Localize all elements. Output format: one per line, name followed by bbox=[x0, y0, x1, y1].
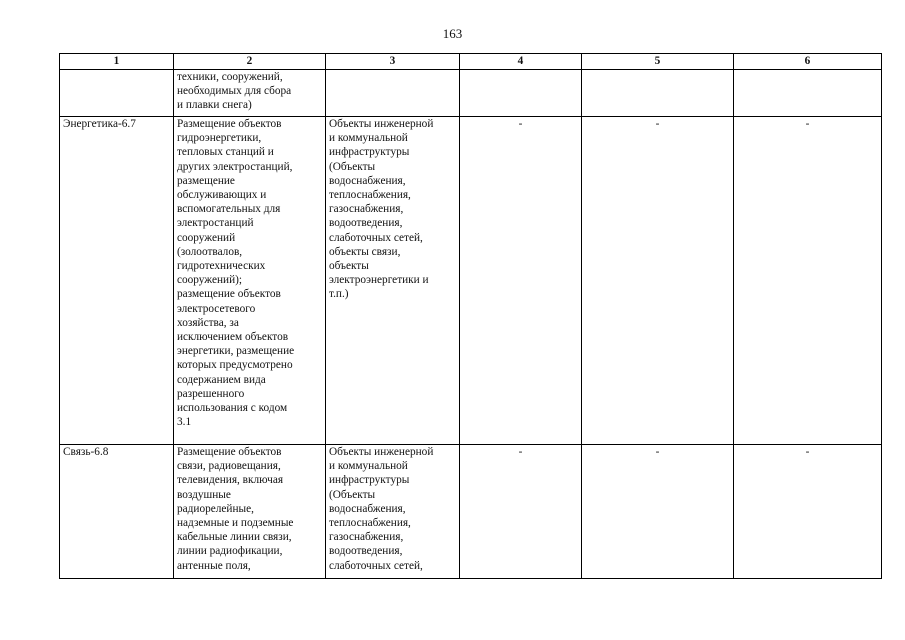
cell-text-line: и плавки снега) bbox=[177, 99, 252, 112]
header-cell: 2 bbox=[174, 54, 326, 70]
cell-text-line: Размещение объектов bbox=[177, 446, 282, 458]
cell-text-line: обслуживающих и bbox=[177, 189, 267, 202]
cell-text-line: использования с кодом bbox=[177, 402, 288, 415]
cell-col6: - bbox=[734, 117, 882, 445]
cell-category bbox=[60, 70, 174, 117]
cell-description bbox=[174, 117, 326, 445]
cell-text-line: размещение bbox=[177, 174, 235, 187]
cell-text-line: которых предусмотрено bbox=[177, 359, 293, 372]
cell-text-line: водоотведения, bbox=[329, 217, 403, 230]
cell-text-line: гидротехнических bbox=[177, 260, 266, 273]
cell-col5 bbox=[582, 70, 734, 117]
header-cell: 6 bbox=[734, 54, 882, 70]
page-number: 163 bbox=[442, 26, 463, 41]
cell-text-line: Размещение объектов bbox=[177, 118, 282, 130]
cell-text-line: водоснабжения, bbox=[329, 502, 406, 515]
cell-text-line: инфраструктуры bbox=[329, 146, 410, 159]
cell-text-line: и коммунальной bbox=[329, 460, 408, 473]
table-header-row bbox=[60, 54, 882, 70]
cell-text-line: телевидения, включая bbox=[177, 474, 284, 487]
cell-text-line: (золоотвалов, bbox=[177, 245, 243, 258]
cell-text-line: содержанием вида bbox=[177, 373, 266, 386]
cell-col5: - bbox=[582, 445, 734, 579]
cell-col6: - bbox=[734, 445, 882, 579]
cell-text-line: (Объекты bbox=[329, 160, 376, 173]
cell-col6 bbox=[734, 70, 882, 117]
cell-col5: - bbox=[582, 117, 734, 445]
cell-description bbox=[174, 70, 326, 117]
cell-text-line: Объекты инженерной bbox=[329, 446, 434, 458]
cell-text-line: слаботочных сетей, bbox=[329, 559, 423, 572]
cell-text-line: воздушные bbox=[177, 488, 231, 501]
table-row bbox=[60, 445, 882, 579]
table-row bbox=[60, 117, 882, 445]
cell-text-line: радиорелейные, bbox=[177, 502, 254, 515]
cell-text-line: энергетики, размещение bbox=[177, 345, 295, 358]
cell-text-line: антенные поля, bbox=[177, 559, 251, 572]
cell-text-line: исключением объектов bbox=[177, 331, 289, 344]
cell-text-line: вспомогательных для bbox=[177, 203, 281, 216]
cell-text-line: газоснабжения, bbox=[329, 531, 404, 544]
cell-text-line: электросетевого bbox=[177, 302, 256, 315]
cell-text-line: надземные и подземные bbox=[177, 517, 294, 530]
cell-text-line: и коммунальной bbox=[329, 132, 408, 145]
cell-category: Энергетика-6.7 bbox=[60, 117, 174, 445]
cell-text-line: теплоснабжения, bbox=[329, 517, 411, 530]
header-cell: 5 bbox=[582, 54, 734, 70]
cell-text-line: объекты связи, bbox=[329, 245, 401, 258]
cell-text-line: кабельные линии связи, bbox=[177, 531, 292, 544]
cell-text-line: других электростанций, bbox=[177, 160, 293, 173]
cell-objects bbox=[326, 445, 460, 579]
cell-text-line: инфраструктуры bbox=[329, 474, 410, 487]
cell-text-line: слаботочных сетей, bbox=[329, 231, 423, 244]
cell-text-line: т.п.) bbox=[329, 288, 349, 301]
cell-text-line: гидроэнергетики, bbox=[177, 132, 262, 145]
cell-text-line: 3.1 bbox=[177, 416, 192, 429]
cell-text-line: (Объекты bbox=[329, 488, 376, 501]
cell-col4: - bbox=[460, 117, 582, 445]
document-table bbox=[59, 53, 882, 579]
cell-text-line: техники, сооружений, bbox=[177, 71, 283, 83]
table-row bbox=[60, 70, 882, 117]
header-cell: 3 bbox=[326, 54, 460, 70]
cell-text-line: газоснабжения, bbox=[329, 203, 404, 216]
cell-col4 bbox=[460, 70, 582, 117]
cell-text-line: сооружений bbox=[177, 231, 236, 244]
cell-objects bbox=[326, 70, 460, 117]
cell-text-line: сооружений); bbox=[177, 274, 243, 287]
cell-text-line: водоотведения, bbox=[329, 545, 403, 558]
cell-text-line: теплоснабжения, bbox=[329, 189, 411, 202]
cell-text-line: электростанций bbox=[177, 217, 254, 230]
cell-text-line: связи, радиовещания, bbox=[177, 460, 281, 473]
cell-objects bbox=[326, 117, 460, 445]
cell-col4: - bbox=[460, 445, 582, 579]
cell-text-line: электроэнергетики и bbox=[329, 274, 429, 287]
header-cell: 4 bbox=[460, 54, 582, 70]
cell-text-line: Объекты инженерной bbox=[329, 118, 434, 130]
cell-text-line: размещение объектов bbox=[177, 288, 281, 301]
cell-text-line: водоснабжения, bbox=[329, 174, 406, 187]
cell-text-line: линии радиофикации, bbox=[177, 545, 283, 558]
cell-text-line: разрешенного bbox=[177, 387, 245, 400]
cell-text-line: объекты bbox=[329, 260, 369, 273]
cell-text-line: хозяйства, за bbox=[177, 316, 239, 329]
header-cell: 1 bbox=[60, 54, 174, 70]
cell-description bbox=[174, 445, 326, 579]
cell-text-line: тепловых станций и bbox=[177, 146, 274, 159]
cell-text-line: необходимых для сбора bbox=[177, 85, 292, 98]
cell-category: Связь-6.8 bbox=[60, 445, 174, 579]
